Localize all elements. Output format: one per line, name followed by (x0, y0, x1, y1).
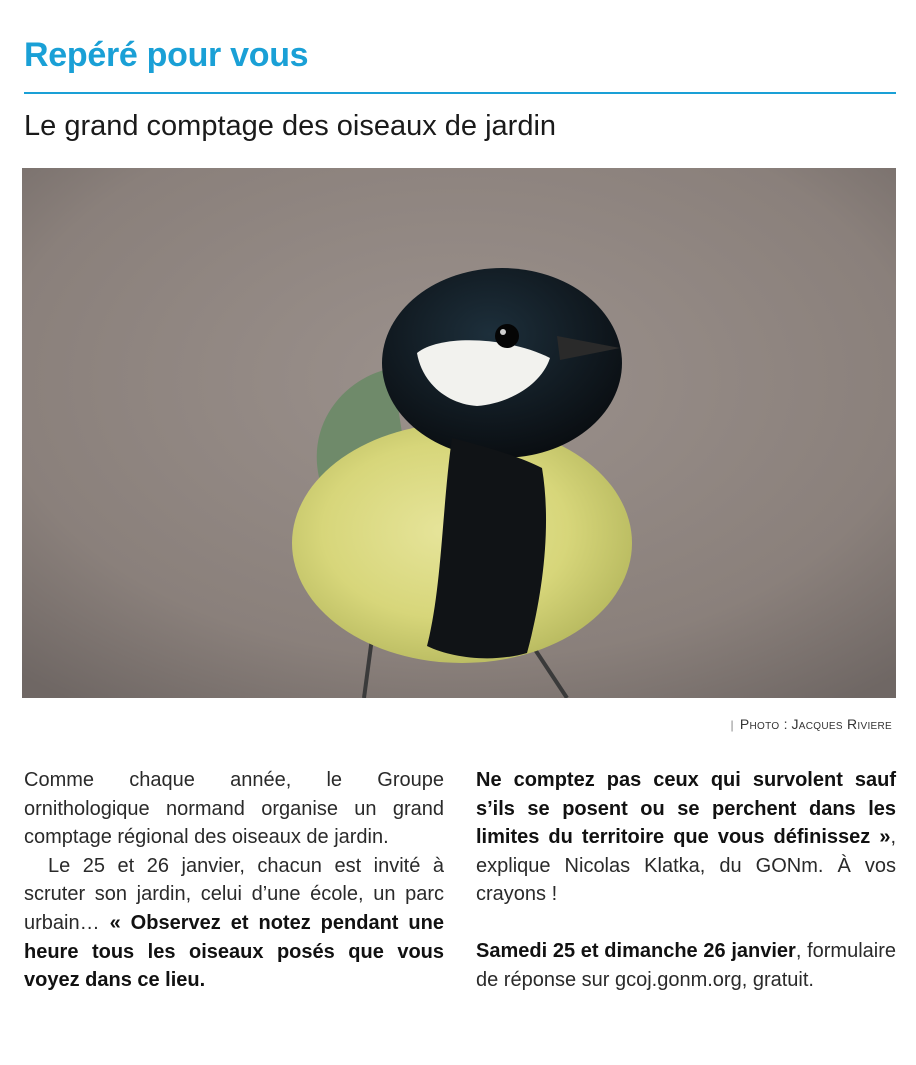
paragraph-practical-info (476, 937, 896, 994)
article-column-right (476, 766, 896, 994)
quote-end: Ne comptez pas ceux qui survolent sauf s’ils se posent ou se perchent dans les limites du territoire que vous définissez » (476, 769, 896, 849)
credit-prefix: Photo : (739, 716, 788, 732)
section-title: Repéré pour vous (24, 36, 309, 74)
event-dates: Samedi 25 et dimanche 26 janvier (476, 939, 796, 962)
great-tit-illustration (22, 168, 896, 698)
paragraph-quote-end (476, 766, 896, 909)
credit-separator: | (730, 718, 734, 732)
photo-credit (730, 716, 892, 732)
credit-author: Jacques Riviere (791, 716, 892, 732)
event-details: , formulaire de réponse sur gcoj.gonm.org, gratuit. (476, 939, 896, 991)
article-photo (22, 168, 896, 698)
paragraph-intro: Comme chaque année, le Groupe ornithologique normand organise un grand comptage régional des oiseaux de jardin. (24, 769, 444, 849)
paragraph-dates-text: Le 25 et 26 janvier, chacun est invité à scruter son jardin, celui d’une école, un parc urbain… (24, 854, 444, 934)
article-column-left (24, 766, 444, 995)
quote-attribution: , explique Nicolas Klatka, du GONm. À vos crayons ! (476, 826, 896, 906)
article-headline: Le grand comptage des oiseaux de jardin (24, 110, 557, 142)
quote-start: « Observez et notez pendant une heure tous les oiseaux posés que vous voyez dans ce lieu. (24, 911, 444, 992)
paragraph-dates (24, 852, 444, 995)
section-divider (24, 92, 896, 94)
